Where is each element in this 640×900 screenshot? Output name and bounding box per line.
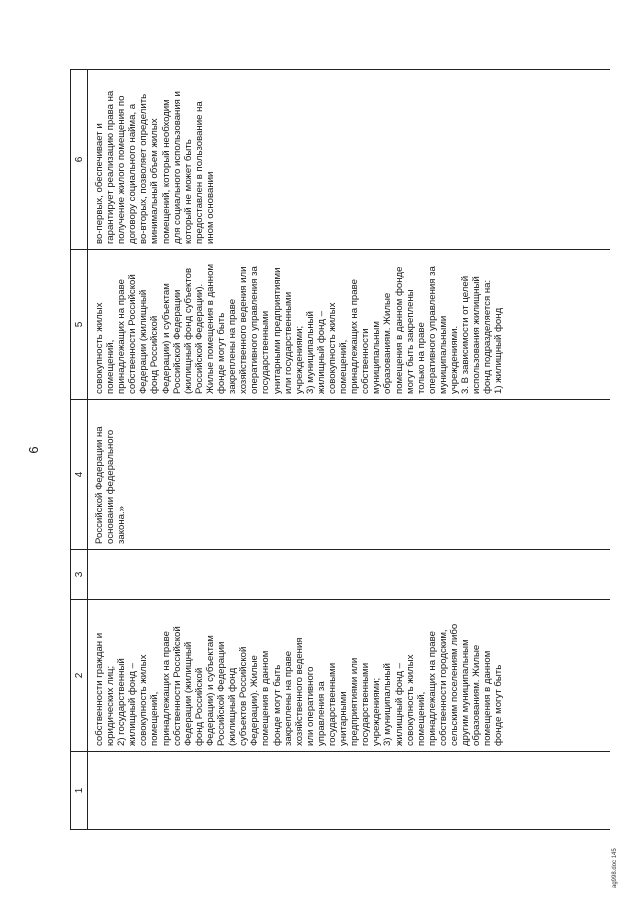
- table-row: [88, 70, 611, 830]
- cell-col5: совокупность жилых помещений, принадлежащих на праве собственности Российской Федерации (жилищный фонд Российской Федерации) и субъектам Российской Федерации (жилищный фонд субъектов Российской Федерации). Жилые помещения в данном фонде могут быть закреплены на праве хозяйственного ведения или оперативного управления за государственными унитарными предприятиями или государственными учреждениями; 3) муниципальный жилищный фонд – совокупность жилых помещений, принадлежащих на праве собственности муниципальным образованиям. Жилые помещения в данном фонде могут быть закреплены только на праве оперативного управления за муниципальными учреждениями. 3. В зависимости от целей использования жилищный фонд подразделяется на: 1) жилищный фонд: [88, 250, 611, 400]
- page-number: 6: [26, 446, 41, 454]
- cell-col4: Российской Федерации на основании федерального закона.»: [88, 400, 611, 550]
- cell-col2: собственности граждан и юридических лиц; 2) государственный жилищный фонд – совокупность жилых помещений, принадлежащих на праве собственности Российской Федерации (жилищный фонд Российской Федерации) и субъектам Российской Федерации (жилищный фонд субъектов Российской Федерации). Жилые помещения в данном фонде могут быть закреплены на праве хозяйственного ведения или оперативного управления за государственными унитарными предприятиями или государственными учреждениями; 3) муниципальный жилищный фонд – совокупность жилых помещений, принадлежащих на праве собственности городским, сельским поселениям либо другим муниципальным образованиям. Жилые помещения в данном фонде могут быть: [88, 600, 611, 752]
- cell-col3: [88, 550, 611, 600]
- table-header-row: [71, 70, 88, 830]
- column-header-5: 5: [71, 250, 88, 400]
- cell-col1: [88, 752, 611, 830]
- column-header-2: 2: [71, 600, 88, 752]
- column-header-3: 3: [71, 550, 88, 600]
- cell-col6: во-первых, обеспечивает и гарантирует реализацию права на получение жилого помещения по договору социального найма, а во-вторых, позволяет определить минимальный объем жилых помещений, который необходим для социального использования и который не может быть предоставлен в пользование на ином основании: [88, 70, 611, 250]
- column-header-4: 4: [71, 400, 88, 550]
- column-header-1: 1: [71, 752, 88, 830]
- comparison-table: [70, 69, 610, 830]
- column-header-6: 6: [71, 70, 88, 250]
- footer-file-mark: ag998.doc 145: [612, 848, 618, 888]
